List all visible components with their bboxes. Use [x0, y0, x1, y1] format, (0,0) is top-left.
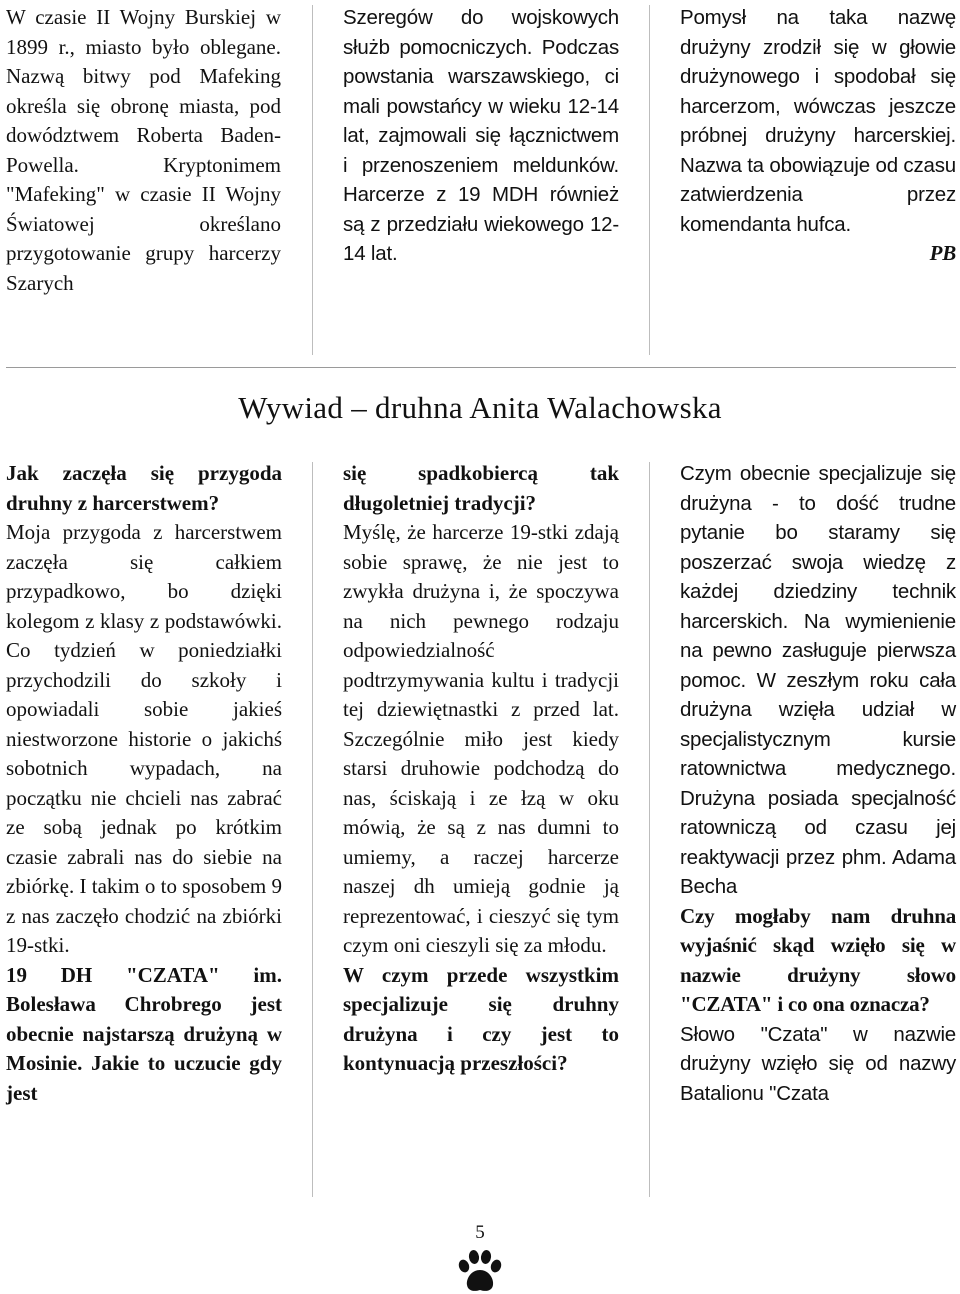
column-divider-top-1: [312, 5, 313, 355]
section-divider: [6, 367, 956, 368]
top-column-1-text: W czasie II Wojny Burskiej w 1899 r., miasto było oblegane. Nazwą bitwy pod Mafeking określa się obronę miasta, pod dowództwem Roberta Baden-Powella. Kryptonimem "Mafeking" w czasie II Wojny Światowej określano przygotowanie grupy harcerzy Szarych: [6, 5, 281, 295]
top-column-3: [680, 3, 956, 269]
top-column-2-text: Szeregów do wojskowych służb pomocniczych. Podczas powstania warszawskiego, ci mali powstańcy w wieku 12-14 lat, zajmowali się łącznictwem i przenoszeniem meldunków. Harcerze z 19 MDH również są z przedziału wiekowego 12-14 lat.: [343, 6, 619, 265]
question-2-continued: się spadkobiercą tak długoletniej tradycji?: [343, 461, 619, 515]
interview-heading: Wywiad – druhna Anita Walachowska: [238, 390, 722, 425]
interview-column-1: [6, 459, 282, 1108]
column-divider-top-2: [649, 5, 650, 355]
paw-print-icon: [455, 1248, 505, 1294]
question-4: Czy mogłaby nam druhna wyjaśnić skąd wzięło się w nazwie drużyny słowo "CZATA" i co ona oznacza?: [680, 903, 956, 1016]
answer-4: Słowo "Czata" w nazwie drużyny wzięło się od nazwy Batalionu "Czata: [680, 1022, 956, 1105]
top-column-2: [343, 3, 619, 269]
answer-2: Myślę, że harcerze 19-stki zdają sobie sprawę, że nie jest to zwykła drużyna i, że spoczywa na nich pewnego rodzaju odpowiedzialność podtrzymywania kultu i tradycji tej dziewiętnastki z przed lat. Szczególnie miło jest kiedy starsi druhowie podchodzą do nas, ściskają i ze łzą w oku mówią, że są z nas dumni to umiemy, a raczej harcerze naszej dh umieją godnie ją reprezentować, i cieszyć się tym czym oni cieszyli się za młodu.: [343, 520, 619, 957]
interview-column-3: [680, 459, 956, 1108]
interview-column-2: [343, 459, 619, 1079]
top-column-1: [6, 3, 281, 298]
answer-1: Moja przygoda z harcerstwem zaczęła się całkiem przypadkowo, bo dzięki kolegom z klasy z podstawówki. Co tydzień w poniedziałki przychodzili do szkoły i opowiadali sobie jakieś niestworzone historie o jakichś sobotnich wypadach, na początku nie chcieli nas zabrać ze sobą jednak po krótkim czasie zabrali nas do siebie na zbiórkę. I takim o to sposobem 9 z nas zaczęło chodzić na zbiórki 19-stki.: [6, 520, 282, 957]
question-2: 19 DH "CZATA" im. Bolesława Chrobrego jest obecnie najstarszą drużyną w Mosinie. Jakie to uczucie gdy jest: [6, 962, 282, 1105]
author-signature: PB: [929, 241, 956, 265]
column-divider-bottom-1: [312, 462, 313, 1197]
top-column-3-text: Pomysł na taka nazwę drużyny zrodził się w głowie drużynowego i spodobał się harcerzom, wówczas jeszcze próbnej drużyny harcerskiej. Nazwa ta obowiązuje od czasu zatwierdzenia przez komendanta hufca.: [680, 6, 956, 236]
question-1: Jak zaczęła się przygoda druhny z harcerstwem?: [6, 461, 282, 515]
answer-3: Czym obecnie specjalizuje się drużyna - to dość trudne pytanie bo staramy się poszerzać swoja wiedzę z każdej dziedziny technik harcerskich. Na wymienienie na pewno zasługuje pierwsza pomoc. W zeszłym roku cała drużyna wzięła udział w specjalistycznym kursie ratownictwa medycznego. Drużyna posiada specjalność ratowniczą od czasu jej reaktywacji przez phm. Adama Becha: [680, 462, 956, 898]
column-divider-bottom-2: [649, 462, 650, 1197]
page-number: 5: [475, 1222, 485, 1243]
question-3: W czym przede wszystkim specjalizuje się druhny drużyna i czy jest to kontynuacją przeszłości?: [343, 962, 619, 1075]
